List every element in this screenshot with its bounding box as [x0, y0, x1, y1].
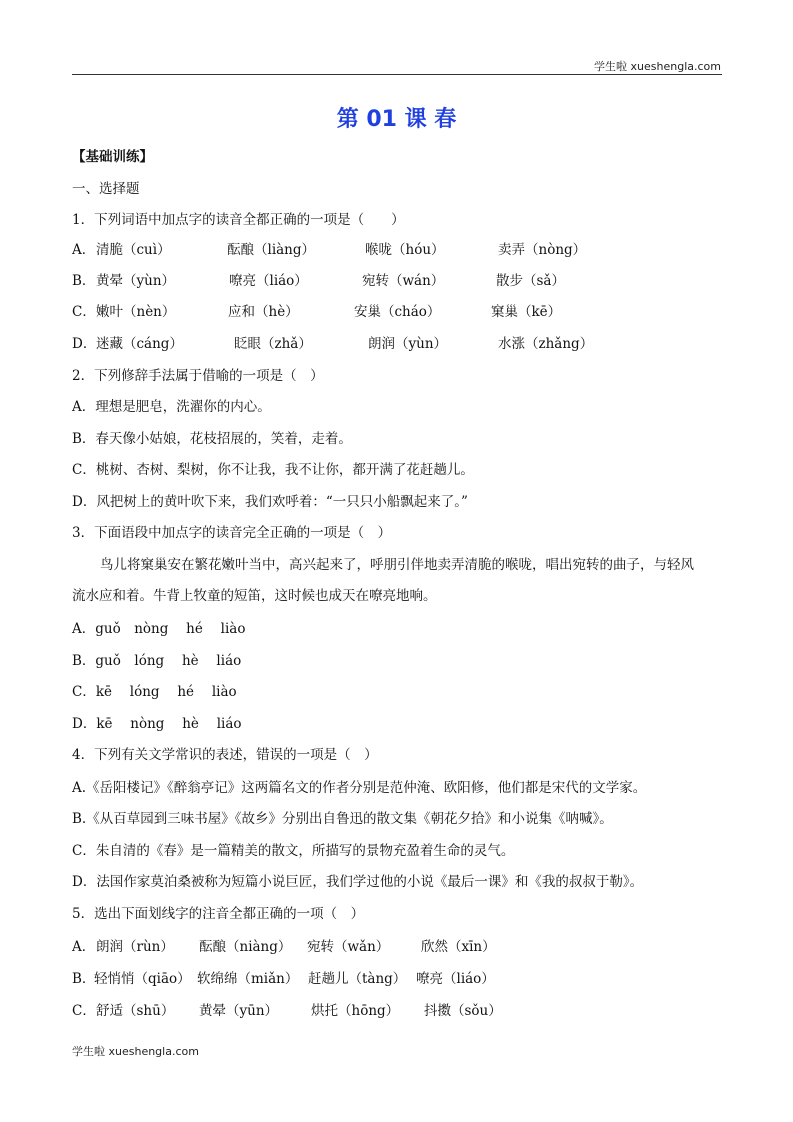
q3-option-d: D．kē nòng hè liáo [72, 716, 242, 732]
q1-d-item: 迷藏（cáng） [96, 336, 183, 352]
q2-option-a: A．理想是肥皂，洗濯你的内心。 [72, 399, 271, 415]
q1-d-label: D． [72, 336, 97, 352]
q1-c-label: C． [72, 304, 96, 320]
q5-a-item: 宛转（wǎn） [307, 939, 390, 955]
q3-passage-line1: 鸟儿将窠巢安在繁花嫩叶当中，高兴起来了，呼朋引伴地卖弄清脆的喉咙，唱出宛转的曲子，与轻风 [100, 557, 694, 573]
q5-c-item: 烘托（hōng） [311, 1003, 400, 1019]
q1-d-item: 朗润（yùn） [368, 336, 448, 352]
q1-a-item: 卖弄（nòng） [498, 242, 587, 258]
q3-option-b: B．guǒ lóng hè liáo [72, 653, 242, 669]
q1-a-item: 喉咙（hóu） [365, 242, 445, 258]
header-divider [72, 74, 722, 75]
q1-a-item: 清脆（cuì） [96, 242, 171, 258]
q1-a-label: A． [72, 242, 96, 258]
q4-option-a: A.《岳阳楼记》《醉翁亭记》这两篇名文的作者分别是范仲淹、欧阳修，他们都是宋代的文学家。 [72, 780, 647, 796]
q1-b-item: 嘹亮（liáo） [229, 273, 308, 289]
q5-a-item: 朗润（rùn） [96, 939, 174, 955]
part-heading: 一、选择题 [72, 181, 140, 197]
q5-b-label: B． [72, 971, 96, 987]
q5-b-item: 轻悄悄（qiāo） [94, 971, 191, 987]
q2-stem: 2．下列修辞手法属于借喻的一项是（ ） [72, 368, 324, 384]
q5-b-item: 嘹亮（liáo） [416, 971, 495, 987]
q3-option-a: A．guǒ nòng hé liào [72, 621, 246, 637]
section-heading: 【基础训练】 [72, 149, 153, 165]
q1-stem: 1．下列词语中加点字的读音全都正确的一项是（ ） [72, 212, 405, 228]
q1-d-item: 水涨（zhǎng） [498, 336, 594, 352]
q1-b-item: 宛转（wán） [362, 273, 445, 289]
q1-a-item: 酝酿（liàng） [227, 242, 316, 258]
q1-c-item: 安巢（cháo） [354, 304, 441, 320]
page-title: 第 01 课 春 [336, 107, 457, 132]
q5-a-item: 酝酿（niàng） [199, 939, 292, 955]
q1-b-item: 黄晕（yùn） [96, 273, 176, 289]
q1-c-item: 应和（hè） [228, 304, 299, 320]
q1-c-item: 嫩叶（nèn） [96, 304, 176, 320]
q2-option-c: C．桃树、杏树、梨树，你不让我，我不让你，都开满了花赶趟儿。 [72, 462, 474, 478]
q5-a-item: 欣然（xīn） [421, 939, 496, 955]
q1-c-item: 窠巢（kē） [491, 304, 562, 320]
q1-b-item: 散步（sǎ） [496, 273, 565, 289]
q4-option-b: B.《从百草园到三味书屋》《故乡》分别出自鲁迅的散文集《朝花夕拾》和小说集《呐喊》。 [72, 811, 613, 827]
q3-option-c: C．kē lóng hé liào [72, 684, 237, 700]
q5-c-item: 黄晕（yūn） [199, 1003, 279, 1019]
q5-b-item: 软绵绵（miǎn） [197, 971, 299, 987]
q5-b-item: 赶趟儿（tàng） [308, 971, 407, 987]
q4-stem: 4．下列有关文学常识的表述，错误的一项是（ ） [72, 747, 378, 763]
q1-b-label: B． [72, 273, 96, 289]
q3-stem: 3．下面语段中加点字的读音完全正确的一项是（ ） [72, 525, 392, 541]
q5-c-label: C． [72, 1003, 96, 1019]
header-site: 学生啦 xueshengla.com [594, 60, 721, 73]
q5-c-item: 抖擞（sǒu） [424, 1003, 502, 1019]
q2-option-b: B．春天像小姑娘，花枝招展的，笑着，走着。 [72, 431, 352, 447]
q2-option-d: D．风把树上的黄叶吹下来，我们欢呼着：“一只只小船飘起来了。” [72, 494, 468, 510]
q5-a-label: A． [72, 939, 96, 955]
q5-c-item: 舒适（shū） [96, 1003, 175, 1019]
q4-option-c: C．朱自清的《春》是一篇精美的散文，所描写的景物充盈着生命的灵气。 [72, 843, 515, 859]
q4-option-d: D．法国作家莫泊桑被称为短篇小说巨匠，我们学过他的小说《最后一课》和《我的叔叔于勒》。 [72, 874, 644, 890]
q1-d-item: 眨眼（zhǎ） [234, 336, 312, 352]
q5-stem: 5．选出下面划线字的注音全都正确的一项（ ） [72, 906, 365, 922]
footer-site: 学生啦 xueshengla.com [72, 1045, 199, 1058]
q3-passage-line2: 流水应和着。牛背上牧童的短笛，这时候也成天在嘹亮地响。 [72, 588, 437, 604]
